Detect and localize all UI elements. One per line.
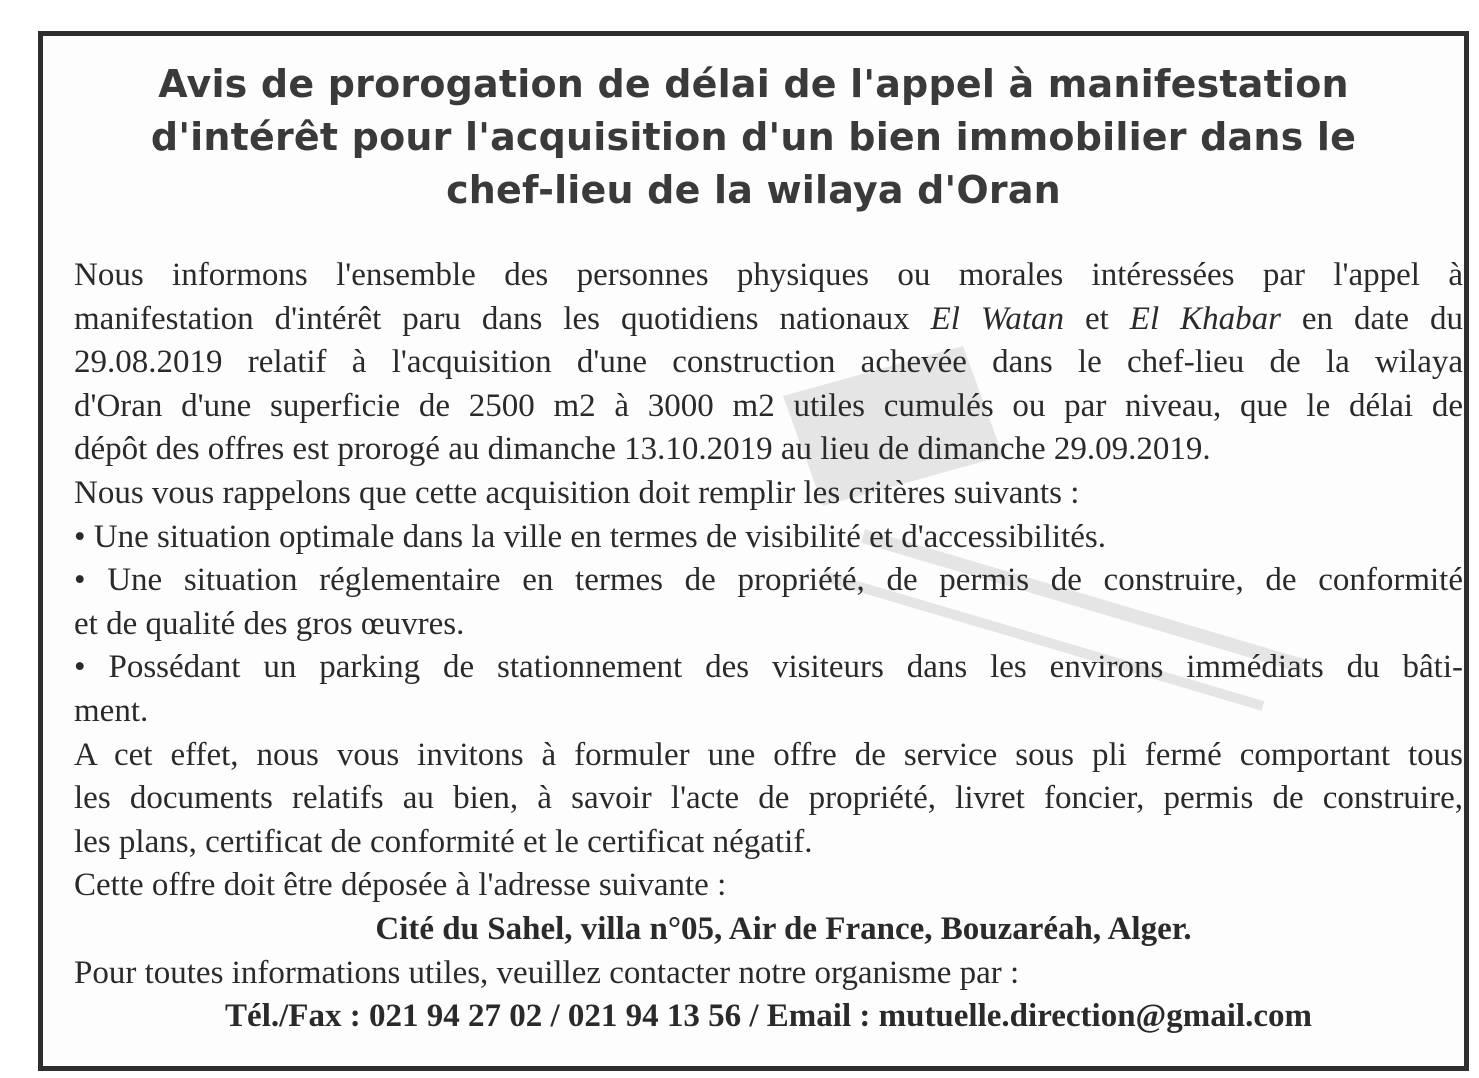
invitation-line-2: les documents relatifs au bien, à savoir l'acte de propriété, livret foncier, permis de construire, (74, 780, 1463, 817)
intro-line-2-end: en date du (1280, 300, 1463, 337)
notice-body (74, 254, 1463, 1039)
notice-frame (38, 31, 1469, 1071)
intro-line-4: d'Oran d'une superficie de 2500 m2 à 3000 m2 utiles cumulés ou par niveau, que le délai de (74, 387, 1463, 424)
criteria-item-3-line-1: • Possédant un parking de stationnement des visiteurs dans les environs immédiats du bâti- (74, 649, 1463, 686)
invitation-line-1: A cet effet, nous vous invitons à formuler une offre de service sous pli fermé comportant tous (74, 736, 1463, 773)
notice-title (83, 58, 1424, 217)
intro-line-2-and: et (1064, 300, 1130, 337)
contact-details: Tél./Fax : 021 94 27 02 / 021 94 13 56 / Email : mutuelle.direction@gmail.com (225, 998, 1312, 1035)
criteria-item-1: • Une situation optimale dans la ville en termes de visibilité et d'accessibilités. (74, 518, 1106, 555)
deposit-address: Cité du Sahel, villa n°05, Air de France, Bouzaréah, Alger. (375, 910, 1192, 947)
criteria-item-3-line-2: ment. (74, 692, 149, 729)
intro-line-1: Nous informons l'ensemble des personnes physiques ou morales intéressées par l'appel à (74, 257, 1463, 293)
contact-intro: Pour toutes informations utiles, veuillez contacter notre organisme par : (74, 954, 1020, 991)
criteria-intro: Nous vous rappelons que cette acquisition doit remplir les critères suivants : (74, 474, 1080, 511)
criteria-item-2-line-2: et de qualité des gros œuvres. (74, 605, 465, 642)
criteria-item-2-line-1: • Une situation réglementaire en termes de propriété, de permis de construire, de conformité (74, 562, 1463, 599)
intro-line-5: dépôt des offres est prorogé au dimanche 13.10.2019 au lieu de dimanche 29.09.2019. (74, 431, 1211, 468)
intro-line-2-start: manifestation d'intérêt paru dans les quotidiens nationaux (74, 300, 931, 337)
title-line-1: Avis de prorogation de délai de l'appel à manifestation (158, 62, 1349, 106)
intro-line-3: 29.08.2019 relatif à l'acquisition d'une construction achevée dans le chef-lieu de la wilaya (74, 344, 1463, 381)
title-line-2: d'intérêt pour l'acquisition d'un bien immobilier dans le (150, 115, 1357, 159)
title-line-3: chef-lieu de la wilaya d'Oran (446, 168, 1061, 212)
invitation-line-3: les plans, certificat de conformité et le certificat négatif. (74, 823, 813, 860)
deposit-intro: Cette offre doit être déposée à l'adresse suivante : (74, 867, 727, 904)
newspaper-el-khabar: El Khabar (1129, 300, 1281, 337)
newspaper-el-watan: El Watan (930, 300, 1065, 337)
intro-line-2 (74, 298, 1463, 342)
